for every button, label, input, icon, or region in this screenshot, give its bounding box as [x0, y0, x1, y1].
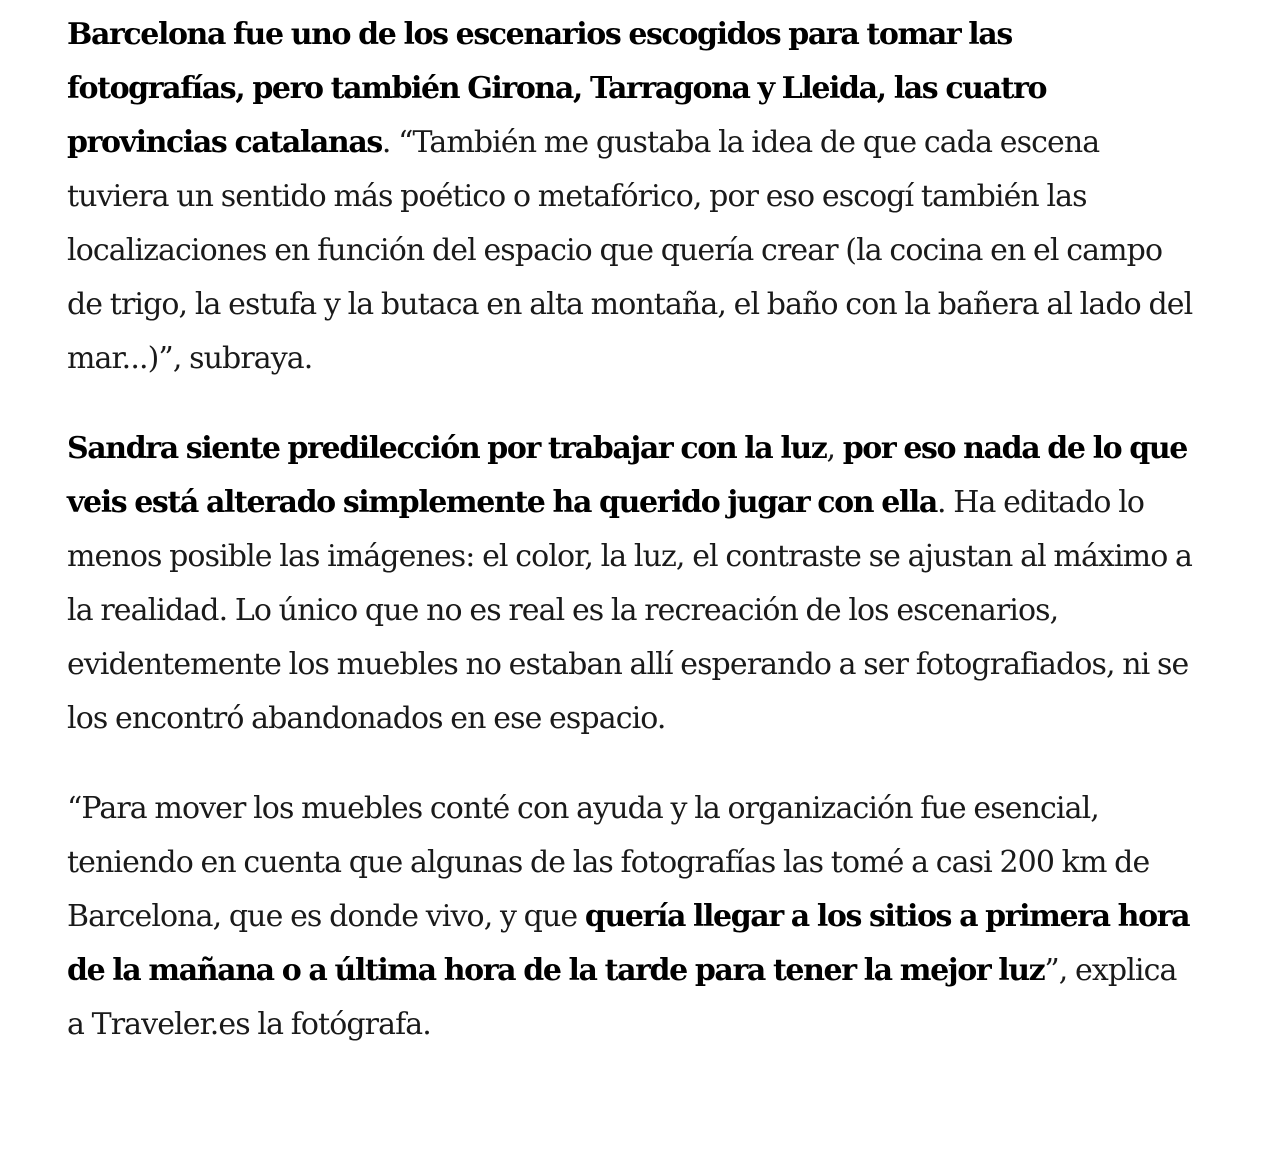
- bold-text: Barcelona fue uno de los escenarios escogidos para tomar las fotografías, pero también Girona, Tarragona y Lleida, las cuatro provincias catalanas: [67, 17, 1047, 160]
- body-text: . “También me gustaba la idea de que cada escena tuviera un sentido más poético o metafórico, por eso escogí también las localizaciones en función del espacio que quería crear (la cocina en el campo de trigo, la estufa y la butaca en alta montaña, el baño con la bañera al lado del mar...)”, subraya.: [67, 125, 1193, 376]
- body-text: “Para mover los muebles conté con ayuda y la organización fue esencial, teniendo en cuenta que algunas de las fotografías las tomé a casi 200 km de Barcelona, que es donde vivo, y que: [67, 791, 1150, 934]
- body-text: ”, explica a Traveler.es la fotógrafa.: [67, 953, 1177, 1042]
- body-text: . Ha editado lo menos posible las imágenes: el color, la luz, el contraste se ajustan al máximo a la realidad. Lo único que no es real es la recreación de los escenarios, evidentemente los muebles no estaban allí esperando a ser fotografiados, ni se los encontró abandonados en ese espacio.: [67, 485, 1192, 736]
- bold-text: quería llegar a los sitios a primera hora de la mañana o a última hora de la tarde para tener la mejor luz: [67, 899, 1190, 988]
- paragraph-2: [67, 422, 1197, 746]
- paragraph-1: [67, 8, 1197, 386]
- body-text: ,: [826, 431, 843, 466]
- paragraph-3: [67, 782, 1197, 1052]
- bold-text: por eso nada de lo que veis está alterado simplemente ha querido jugar con ella: [67, 431, 1187, 520]
- bold-text: Sandra siente predilección por trabajar con la luz: [67, 431, 827, 466]
- article-body: [67, 8, 1197, 1088]
